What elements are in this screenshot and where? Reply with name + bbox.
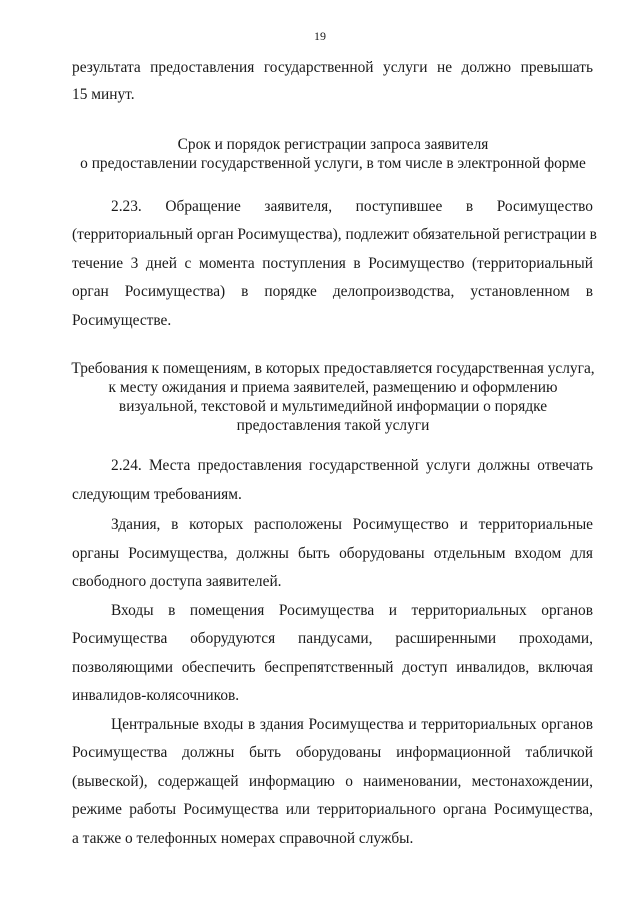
text-line: Росимуществе. xyxy=(72,312,172,329)
text-line: следующим требованиям. xyxy=(72,486,242,503)
heading-line: о предоставлении государственной услуги, в том числе в электронной форме xyxy=(80,155,586,172)
text-line: а также о телефонных номерах справочной службы. xyxy=(72,830,414,847)
text-line: Росимущества должны быть оборудованы информационной табличкой xyxy=(72,744,593,761)
text-line: орган Росимущества) в порядке делопроизводства, установленном в xyxy=(72,283,593,300)
text-line: позволяющими обеспечить беспрепятственный доступ инвалидов, включая xyxy=(72,659,593,676)
heading-line: предоставления такой услуги xyxy=(236,417,430,434)
text-line: режиме работы Росимущества или территориального органа Росимущества, xyxy=(72,801,593,818)
text-line: свободного доступа заявителей. xyxy=(72,573,282,590)
text-line: Центральные входы в здания Росимущества и территориальных органов xyxy=(111,716,593,733)
text-line: 15 минут. xyxy=(72,86,135,103)
text-line: 2.24. Места предоставления государственной услуги должны отвечать xyxy=(111,457,593,474)
heading-line: к месту ожидания и приема заявителей, размещению и оформлению xyxy=(108,379,558,396)
heading-line: визуальной, текстовой и мультимедийной информации о порядке xyxy=(118,398,548,415)
text-line: (вывеской), содержащей информацию о наименовании, местонахождении, xyxy=(72,773,593,790)
page-number: 19 xyxy=(314,29,326,43)
text-line: Здания, в которых расположены Росимущество и территориальные xyxy=(111,516,593,533)
text-line: инвалидов-колясочников. xyxy=(72,687,240,704)
text-line: Росимущества оборудуются пандусами, расширенными проходами, xyxy=(72,630,593,647)
text-line: течение 3 дней с момента поступления в Росимущество (территориальный xyxy=(72,255,593,272)
text-line: Входы в помещения Росимущества и территориальных органов xyxy=(111,602,593,619)
heading-line: Срок и порядок регистрации запроса заявителя xyxy=(177,136,489,153)
heading-line: Требования к помещениям, в которых предоставляется государственная услуга, xyxy=(71,360,595,377)
text-line: (территориальный орган Росимущества), подлежит обязательной регистрации в xyxy=(72,226,597,243)
text-line: результата предоставления государственной услуги не должно превышать xyxy=(72,59,593,76)
text-line: органы Росимущества, должны быть оборудованы отдельным входом для xyxy=(72,545,593,562)
text-line: 2.23. Обращение заявителя, поступившее в Росимущество xyxy=(111,198,593,215)
